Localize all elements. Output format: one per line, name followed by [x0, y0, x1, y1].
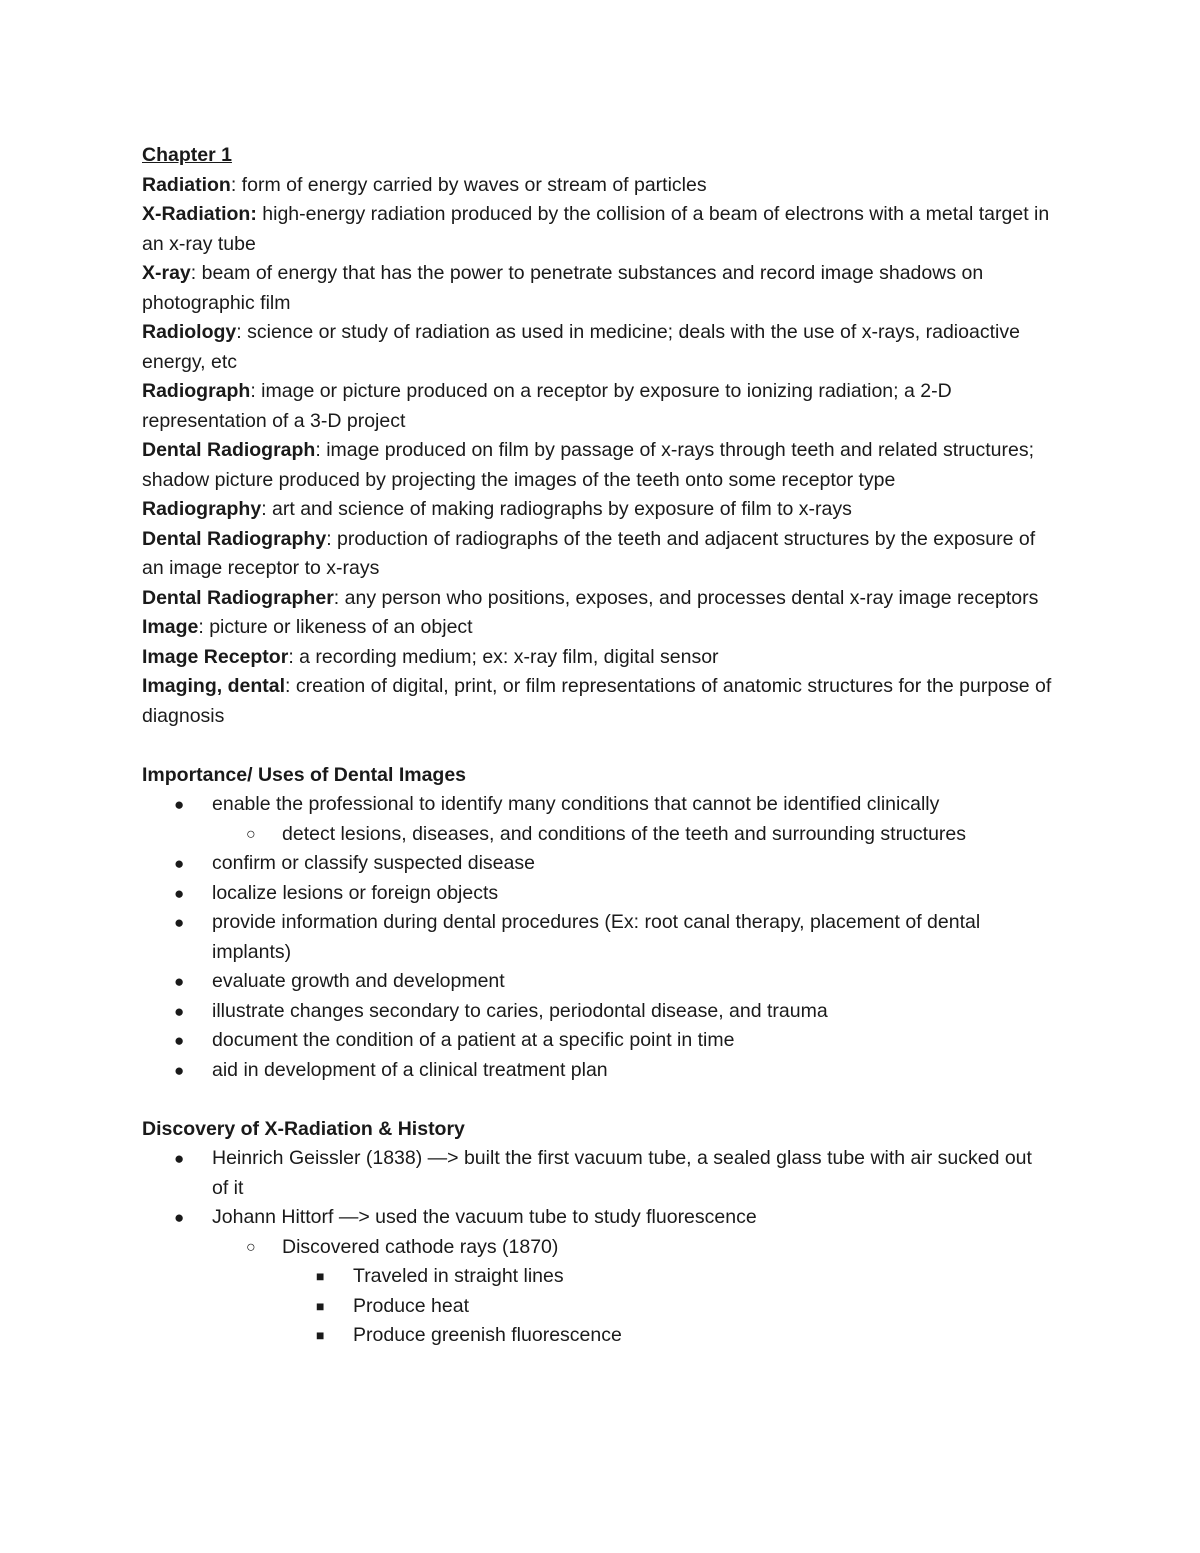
bullet-disc-icon: ●: [174, 913, 185, 932]
list-item: ● aid in development of a clinical treatment plan: [142, 1056, 1052, 1086]
uses-heading: Importance/ Uses of Dental Images: [142, 763, 467, 786]
definition-term: Radiology: [142, 321, 237, 343]
bullet-disc-icon: ●: [174, 1060, 185, 1080]
definition-text: creation of digital, print, or film representations of anatomic structures for the purpose of diagnosis: [142, 675, 1052, 727]
definition-text: science or study of radiation as used in medicine; deals with the use of x-rays, radioactive energy, etc: [142, 321, 1020, 373]
definition-term: Dental Radiography: [142, 527, 327, 550]
definition-9: Dental Radiographer: any person who positions, exposes, and processes dental x-ray image receptors: [142, 586, 1039, 609]
definition-text: image or picture produced on a receptor by exposure to ionizing radiation; a 2-D representation of a 3-D project: [142, 380, 952, 432]
bullet-disc-icon: ●: [174, 795, 185, 814]
definition-text: image produced on film by passage of x-rays through teeth and related structures; shadow picture produced by projecting the images of the teeth onto some receptor type: [142, 439, 1035, 491]
definition-4: Radiology: science or study of radiation as used in medicine; deals with the use of x-rays, radioactive energy, etc: [142, 321, 1020, 373]
definition-7: Radiography: art and science of making radiographs by exposure of film to x-rays: [142, 498, 852, 520]
definitions-list: [142, 171, 1052, 732]
bullet-circle-icon: ○: [246, 1238, 256, 1256]
list-item: ● evaluate growth and development: [142, 967, 1052, 997]
list-item: ● Heinrich Geissler (1838) —> built the first vacuum tube, a sealed glass tube with air sucked out of it: [142, 1144, 1052, 1203]
list-item: ■ Traveled in straight lines: [142, 1262, 1052, 1292]
list-item: ○ detect lesions, diseases, and conditions of the teeth and surrounding structures: [142, 820, 1052, 850]
definition-1: Radiation: form of energy carried by waves or stream of particles: [142, 173, 707, 196]
definition-term: Radiograph: [142, 380, 251, 402]
list-item: ● illustrate changes secondary to caries, periodontal disease, and trauma: [142, 997, 1052, 1027]
definition-text: production of radiographs of the teeth and adjacent structures by the exposure of an image receptor to x-rays: [142, 527, 1036, 579]
definition-term: Radiography: [142, 498, 262, 520]
bullet-square-icon: ■: [316, 1297, 325, 1314]
definition-8: Dental Radiography: production of radiographs of the teeth and adjacent structures by the exposure of an image receptor to x-rays: [142, 527, 1036, 579]
definition-term: Radiation: [142, 173, 231, 196]
bullet-disc-icon: ●: [174, 1001, 185, 1021]
list-item: ■ Produce heat: [142, 1292, 1052, 1322]
definition-text: high-energy radiation produced by the collision of a beam of electrons with a metal target in an x-ray tube: [142, 203, 1050, 255]
list-item: ● document the condition of a patient at a specific point in time: [142, 1026, 1052, 1056]
bullet-disc-icon: ●: [174, 972, 185, 991]
bullet-disc-icon: ●: [174, 883, 185, 903]
list-item: ■ Produce greenish fluorescence: [142, 1321, 1052, 1351]
list-item: ● provide information during dental procedures (Ex: root canal therapy, placement of dental implants): [142, 908, 1052, 967]
bullet-square-icon: ■: [316, 1268, 325, 1284]
bullet-disc-icon: ●: [174, 1031, 185, 1050]
spacer: [142, 731, 1052, 761]
definition-text: a recording medium; ex: x-ray film, digital sensor: [293, 645, 719, 668]
bullet-square-icon: ■: [316, 1327, 325, 1343]
definition-2: [142, 200, 1052, 259]
list-item: ● enable the professional to identify many conditions that cannot be identified clinically: [142, 790, 1052, 820]
history-heading: Discovery of X-Radiation & History: [142, 1117, 465, 1140]
definition-text: art and science of making radiographs by exposure of film to x-rays: [266, 498, 852, 520]
bullet-disc-icon: ●: [174, 1208, 185, 1227]
definition-11: Image Receptor: a recording medium; ex: x-ray film, digital sensor: [142, 645, 719, 668]
definition-3: X-ray: beam of energy that has the power to penetrate substances and record image shadows on photographic film: [142, 262, 984, 314]
definition-text: form of energy carried by waves or stream of particles: [236, 173, 707, 196]
history-list: [142, 1144, 1052, 1351]
definition-term: Image Receptor: [142, 645, 289, 668]
definition-5: Radiograph: image or picture produced on a receptor by exposure to ionizing radiation; a 2-D representation of a 3-D project: [142, 380, 952, 432]
definition-term: Imaging, dental: [142, 675, 286, 697]
list-item: ● Johann Hittorf —> used the vacuum tube to study fluorescence: [142, 1203, 1052, 1233]
bullet-circle-icon: ○: [246, 825, 256, 843]
list-item: ○ Discovered cathode rays (1870): [142, 1233, 1052, 1263]
definition-term: X-ray: [142, 262, 191, 284]
definition-term: Dental Radiograph: [142, 439, 316, 461]
definition-term: Image: [142, 616, 199, 638]
definition-12: Imaging, dental: creation of digital, print, or film representations of anatomic structures for the purpose of diagnosis: [142, 675, 1052, 727]
definition-term: X-Radiation:: [142, 203, 257, 225]
uses-list: [142, 790, 1052, 1085]
definition-text: beam of energy that has the power to penetrate substances and record image shadows on photographic film: [142, 262, 984, 314]
list-item: ● localize lesions or foreign objects: [142, 879, 1052, 909]
document-content: [142, 141, 1052, 1351]
definition-term: Dental Radiographer: [142, 586, 334, 609]
bullet-disc-icon: ●: [174, 1149, 185, 1168]
definition-10: Image: picture or likeness of an object: [142, 616, 473, 638]
definition-text: picture or likeness of an object: [203, 616, 473, 638]
list-item: ● confirm or classify suspected disease: [142, 849, 1052, 879]
bullet-disc-icon: ●: [174, 854, 185, 873]
spacer: [142, 1085, 1052, 1115]
definition-6: Dental Radiograph: image produced on film by passage of x-rays through teeth and related structures; shadow picture produced by projecting the images of the teeth onto some receptor type: [142, 439, 1035, 491]
definition-text: any person who positions, exposes, and processes dental x-ray image receptors: [339, 586, 1039, 609]
chapter-title: Chapter 1: [142, 144, 232, 166]
